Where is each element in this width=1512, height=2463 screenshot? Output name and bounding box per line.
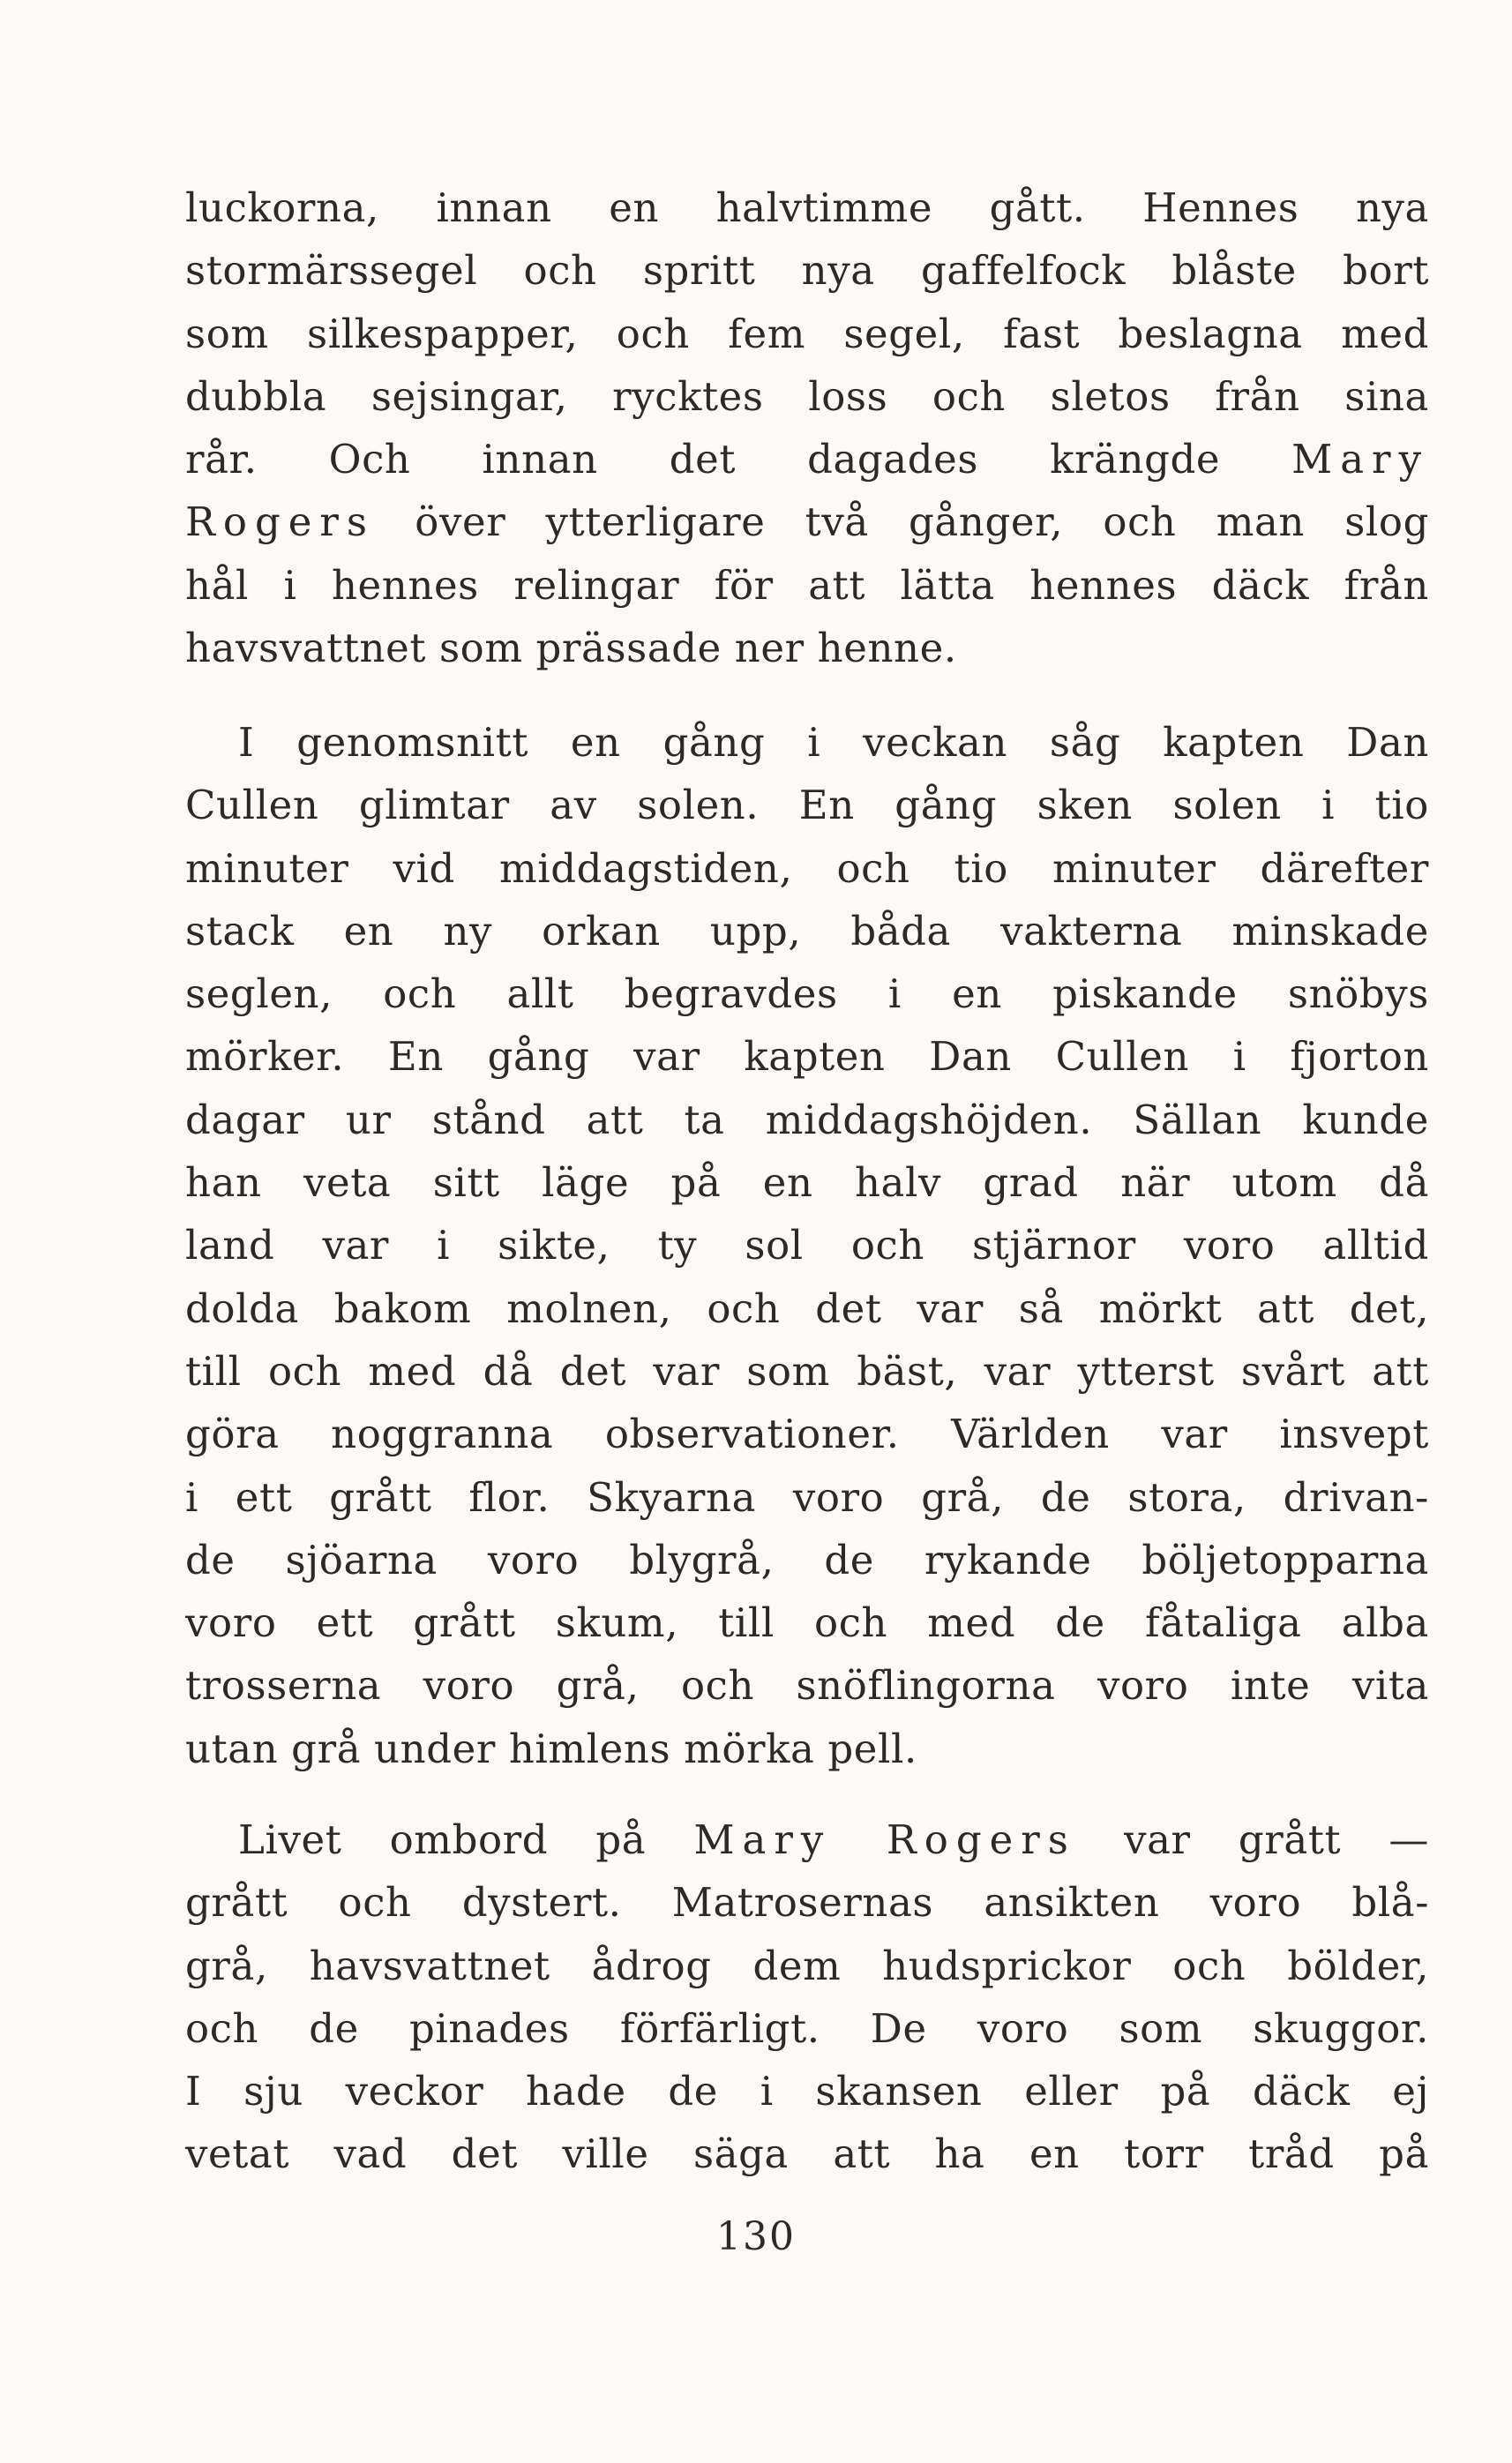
text-line [185, 490, 1429, 553]
text-line: göra noggranna observationer. Världen var insvept [185, 1411, 1429, 1458]
text-line [185, 428, 1429, 490]
text-line: grått och dystert. Matrosernas ansikten voro blå- [185, 1879, 1429, 1927]
text-line: till och med då det var som bäst, var ytterst svårt att [185, 1347, 1429, 1395]
ship-name: Rogers [185, 498, 376, 546]
text-line: havsvattnet som prässade ner henne. [185, 625, 957, 672]
text-line: han veta sitt läge på en halv grad när utom då [185, 1159, 1429, 1207]
text-line: seglen, och allt begravdes i en piskande snöbys [185, 970, 1429, 1018]
text-line: mörker. En gång var kapten Dan Cullen i fjorton [185, 1033, 1429, 1081]
text-line: utan grå under himlens mörka pell. [185, 1725, 917, 1772]
text-segment: rår. Och innan det dagades krängde [185, 436, 1292, 483]
paragraph-1 [185, 176, 1429, 679]
text-line: i ett grått flor. Skyarna voro grå, de stora, drivan- [185, 1473, 1429, 1521]
text-line: dubbla sejsingar, rycktes loss och sletos från sina [185, 372, 1429, 420]
page-number: 130 [716, 2214, 796, 2259]
text-segment: över ytterligare två gånger, och man slog [375, 498, 1429, 546]
text-segment: var grått — [1075, 1816, 1429, 1863]
text-line: Cullen glimtar av solen. En gång sken solen i tio [185, 782, 1429, 829]
text-line: de sjöarna voro blygrå, de rykande böljetopparna [185, 1536, 1429, 1583]
text-line: land var i sikte, ty sol och stjärnor voro alltid [185, 1222, 1429, 1269]
text-line: och de pinades förfärligt. De voro som skuggor. [185, 2004, 1429, 2052]
paragraph-2 [185, 711, 1429, 1780]
text-line: dolda bakom molnen, och det var så mörkt att det, [185, 1284, 1429, 1332]
text-line: trosserna voro grå, och snöflingorna voro inte vita [185, 1662, 1429, 1710]
text-line: dagar ur stånd att ta middagshöjden. Sällan kunde [185, 1096, 1429, 1143]
text-line: luckorna, innan en halvtimme gått. Hennes nya [185, 184, 1429, 231]
text-line: stormärssegel och spritt nya gaffelfock blåste bort [185, 247, 1429, 295]
paragraph-3 [185, 1808, 1429, 2186]
text-segment: Livet ombord på [238, 1816, 694, 1863]
ship-name: Mary Rogers [693, 1816, 1076, 1863]
text-line: I genomsnitt en gång i veckan såg kapten Dan [238, 719, 1429, 766]
text-line: hål i hennes relingar för att lätta hennes däck från [185, 561, 1429, 609]
text-line: grå, havsvattnet ådrog dem hudsprickor och bölder, [185, 1942, 1429, 1989]
text-line: I sju veckor hade de i skansen eller på däck ej [185, 2068, 1429, 2115]
ship-name: Mary [1291, 436, 1429, 483]
text-line [185, 1808, 1429, 1871]
text-line: vetat vad det ville säga att ha en torr tråd på [185, 2130, 1429, 2178]
text-line: som silkespapper, och fem segel, fast beslagna med [185, 310, 1429, 357]
text-line: stack en ny orkan upp, båda vakterna minskade [185, 907, 1429, 955]
text-line: voro ett grått skum, till och med de fåtaliga alba [185, 1599, 1429, 1647]
text-line: minuter vid middagstiden, och tio minuter därefter [185, 844, 1429, 892]
